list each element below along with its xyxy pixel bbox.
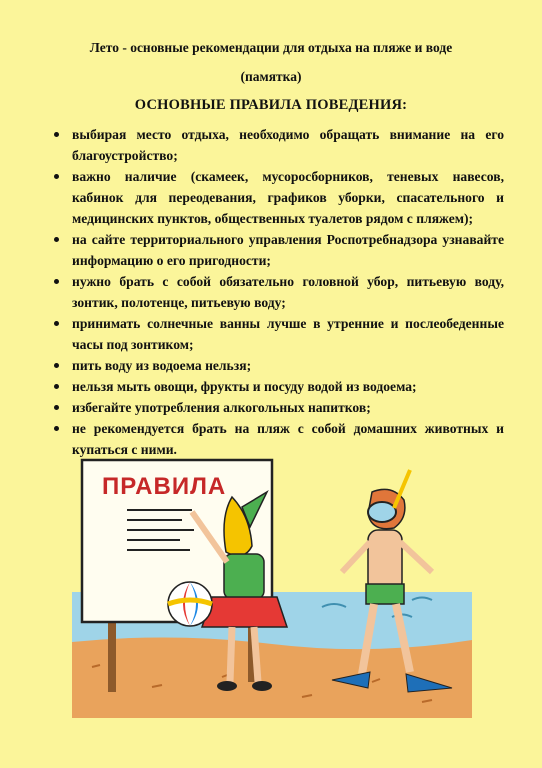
document-subtitle: (памятка) — [240, 69, 302, 84]
rule-text: выбирая место отдыха, необходимо обращать внимание на его благоустройство; — [72, 127, 504, 163]
bullet-icon — [54, 174, 59, 179]
rule-item — [52, 355, 504, 376]
bullet-icon — [54, 132, 59, 137]
rule-item — [52, 271, 504, 313]
rule-text: нужно брать с собой обязательно головной убор, питьевую воду, зонтик, полотенце, питьевую воду; — [72, 274, 504, 310]
rule-item — [52, 166, 504, 229]
bullet-icon — [54, 405, 59, 410]
beach-ball — [168, 582, 212, 626]
bullet-icon — [54, 426, 59, 431]
bullet-icon — [54, 279, 59, 284]
rule-item — [52, 397, 504, 418]
rule-text: нельзя мыть овощи, фрукты и посуду водой из водоема; — [72, 379, 417, 394]
beach-illustration — [72, 452, 472, 718]
sign-title: ПРАВИЛА — [102, 473, 227, 500]
rule-text: важно наличие (скамеек, мусоросборников, теневых навесов, кабинок для переодевания, графиков уборки, спасательного и медицинских пунктов, общественных туалетов рядом с пляжем); — [72, 169, 504, 226]
bullet-icon — [54, 363, 59, 368]
bullet-icon — [54, 237, 59, 242]
rule-item — [52, 376, 504, 397]
rule-text: пить воду из водоема нельзя; — [72, 358, 252, 373]
rule-item — [52, 124, 504, 166]
bullet-icon — [54, 384, 59, 389]
rule-text: не рекомендуется брать на пляж с собой домашних животных и купаться с ними. — [72, 421, 504, 457]
rule-item — [52, 229, 504, 271]
rule-item — [52, 313, 504, 355]
rule-text: принимать солнечные ванны лучше в утренние и послеобеденные часы под зонтиком; — [72, 316, 504, 352]
rule-text: избегайте употребления алкогольных напитков; — [72, 400, 371, 415]
bullet-icon — [54, 321, 59, 326]
rules-heading: ОСНОВНЫЕ ПРАВИЛА ПОВЕДЕНИЯ: — [134, 97, 408, 113]
rules-list — [52, 124, 504, 460]
document-title: Лето - основные рекомендации для отдыха на пляже и воде — [89, 40, 453, 55]
rule-text: на сайте территориального управления Роспотребнадзора узнавайте информацию о его пригодности; — [72, 232, 504, 268]
